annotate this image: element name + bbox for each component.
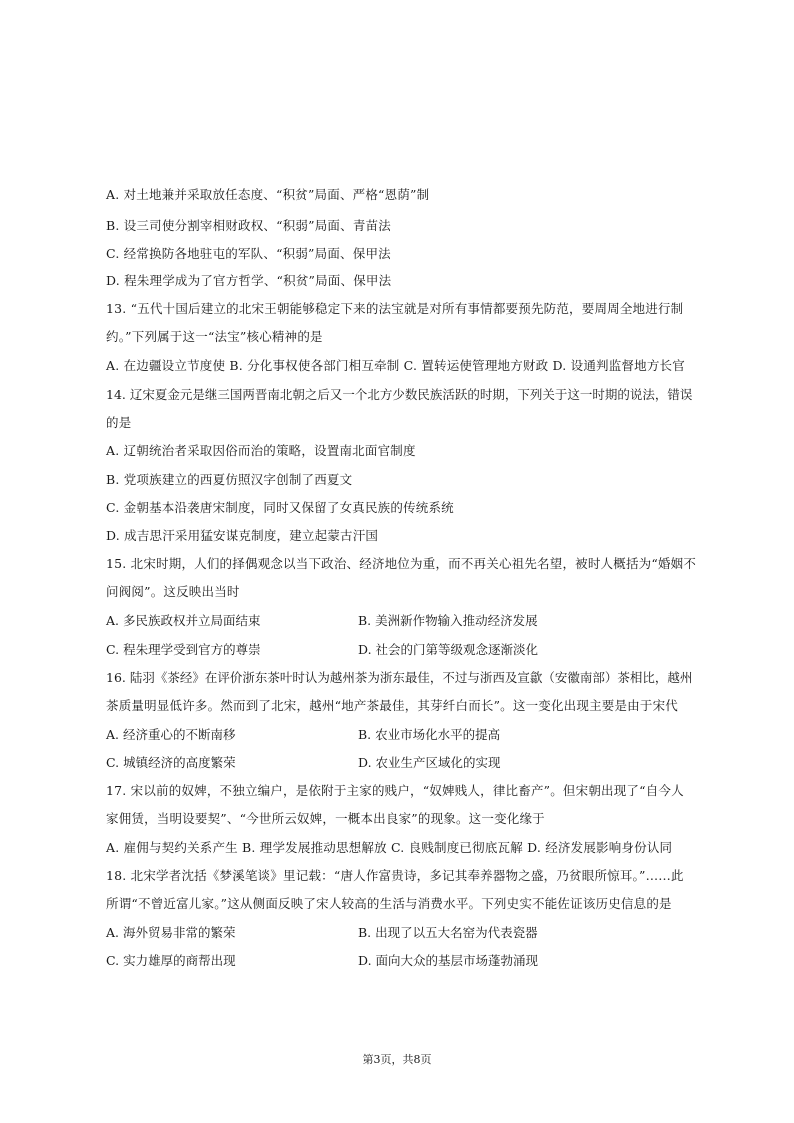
q18-stem-line2: 所谓“不曾近富儿家。”这从侧面反映了宋人较高的生活与消费水平。下列史实不能佐证该历史信息的是	[106, 896, 672, 911]
q14-stem-line1: 14. 辽宋夏金元是继三国两晋南北朝之后又一个北方少数民族活跃的时期，下列关于这一时期的说法，错误	[106, 387, 693, 402]
q15-option-c: C. 程朱理学受到官方的尊崇	[106, 642, 261, 657]
q16-option-c: C. 城镇经济的高度繁荣	[106, 755, 236, 770]
q18-stem-line1: 18. 北宋学者沈括《梦溪笔谈》里记载：“唐人作富贵诗，多记其奉养器物之盛，乃贫眼所惊耳。”……此	[106, 868, 684, 883]
q16-option-b: B. 农业市场化水平的提高	[358, 727, 501, 742]
q18-option-a: A. 海外贸易非常的繁荣	[106, 925, 236, 940]
q17-options: A. 雇佣与契约关系产生 B. 理学发展推动思想解放 C. 良贱制度已彻底瓦解 D. 经济发展影响身份认同	[106, 840, 673, 855]
q15-option-b: B. 美洲新作物输入推动经济发展	[358, 613, 538, 628]
q18-option-b: B. 出现了以五大名窑为代表瓷器	[358, 925, 538, 940]
q15-option-d: D. 社会的门第等级观念逐渐淡化	[358, 642, 539, 657]
q18-option-d: D. 面向大众的基层市场蓬勃涌现	[358, 953, 539, 968]
page-number: 第3页，共8页	[362, 1053, 432, 1066]
q16-option-d: D. 农业生产区域化的实现	[358, 755, 501, 770]
q13-options: A. 在边疆设立节度使 B. 分化事权使各部门相互牵制 C. 置转运使管理地方财政 D. 设通判监督地方长官	[106, 358, 685, 373]
q17-stem-line1: 17. 宋以前的奴婢，不独立编户，是依附于主家的贱户，“奴婢贱人，律比畜产”。但宋朝出现了“自今人	[106, 783, 684, 798]
q13-stem-line1: 13. “五代十国后建立的北宋王朝能够稳定下来的法宝就是对所有事情都要预先防范，要周周全地进行制	[106, 301, 684, 316]
q12-option-d: D. 程朱理学成为了官方哲学、“积贫”局面、保甲法	[106, 273, 392, 288]
q15-option-a: A. 多民族政权并立局面结束	[106, 613, 261, 628]
q14-stem-line2: 的是	[106, 415, 132, 430]
q18-option-c: C. 实力雄厚的商帮出现	[106, 953, 236, 968]
q14-option-a: A. 辽朝统治者采取因俗而治的策略，设置南北面官制度	[106, 443, 416, 458]
q17-stem-line2: 家佣赁，当明设要契”、“今世所云奴婢，一概本出良家”的现象。这一变化缘于	[106, 811, 545, 826]
q14-option-d: D. 成吉思汗采用猛安谋克制度，建立起蒙古汗国	[106, 528, 379, 543]
q13-stem-line2: 约。”下列属于这一“法宝”核心精神的是	[106, 329, 323, 344]
q16-stem-line2: 茶质量明显低许多。然而到了北宋，越州“地产茶最佳，其芽纤白而长”。这一变化出现主要是由于宋代	[106, 698, 678, 713]
q15-stem-line1: 15. 北宋时期，人们的择偶观念以当下政治、经济地位为重，而不再关心祖先名望，被时人概括为“婚姻不	[106, 556, 697, 571]
q12-option-a: A. 对土地兼并采取放任态度、“积贫”局面、严格“恩荫”制	[106, 187, 430, 202]
q15-stem-line2: 问阀阅”。这反映出当时	[106, 584, 240, 599]
q12-option-b: B. 设三司使分割宰相财政权、“积弱”局面、青苗法	[106, 218, 391, 233]
q12-option-c: C. 经常换防各地驻屯的军队、“积弱”局面、保甲法	[106, 246, 391, 261]
q14-option-c: C. 金朝基本沿袭唐宋制度，同时又保留了女真民族的传统系统	[106, 500, 454, 515]
q14-option-b: B. 党项族建立的西夏仿照汉字创制了西夏文	[106, 472, 353, 487]
q16-option-a: A. 经济重心的不断南移	[106, 727, 236, 742]
q16-stem-line1: 16. 陆羽《茶经》在评价浙东茶叶时认为越州茶为浙东最佳，不过与浙西及宣歙（安徽南部）茶相比，越州	[106, 670, 693, 685]
